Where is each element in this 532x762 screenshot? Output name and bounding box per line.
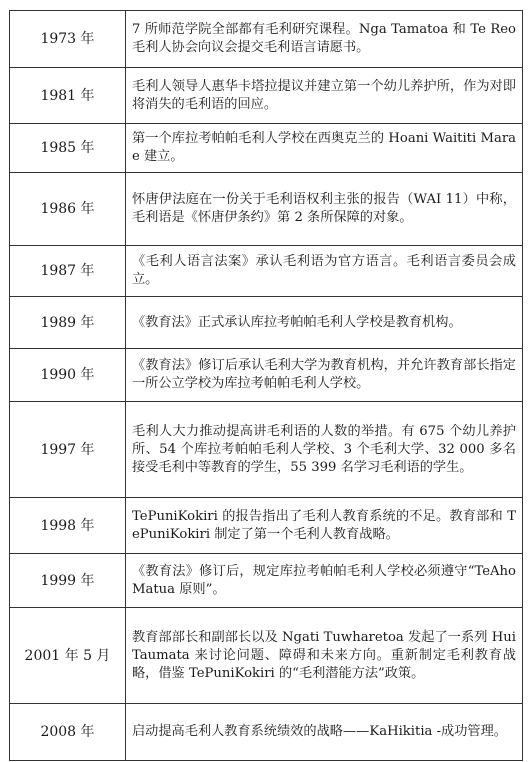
table-row xyxy=(10,554,523,608)
year-cell: 1990 年 xyxy=(10,349,126,402)
year-cell: 1987 年 xyxy=(10,246,126,297)
event-cell: 7 所师范学院全部都有毛利研究课程。Nga Tamatoa 和 Te Reo 毛利人协会向议会提交毛利语言请愿书。 xyxy=(126,11,523,68)
table-row xyxy=(10,608,523,704)
event-cell: 《毛利人语言法案》承认毛利语为官方语言。毛利语言委员会成立。 xyxy=(126,246,523,297)
table-row xyxy=(10,349,523,402)
year-cell: 2008 年 xyxy=(10,704,126,761)
event-cell: 启动提高毛利人教育系统绩效的战略——KaHikitia -成功管理。 xyxy=(126,704,523,761)
year-cell: 1985 年 xyxy=(10,124,126,173)
table-row xyxy=(10,498,523,554)
year-cell: 1981 年 xyxy=(10,68,126,124)
year-cell: 2001 年 5 月 xyxy=(10,608,126,704)
year-cell: 1997 年 xyxy=(10,402,126,498)
event-cell: 《教育法》修订后承认毛利大学为教育机构，并允许教育部长指定一所公立学校为库拉考帕帕毛利人学校。 xyxy=(126,349,523,402)
event-cell: 《教育法》修订后，规定库拉考帕帕毛利人学校必须遵守“TeAho Matua 原则”。 xyxy=(126,554,523,608)
table-row xyxy=(10,297,523,349)
table-row xyxy=(10,68,523,124)
event-cell: TePuniKokiri 的报告指出了毛利人教育系统的不足。教育部和 TePuniKokiri 制定了第一个毛利人教育战略。 xyxy=(126,498,523,554)
year-cell: 1973 年 xyxy=(10,11,126,68)
timeline-table xyxy=(9,10,523,761)
event-cell: 《教育法》正式承认库拉考帕帕毛利人学校是教育机构。 xyxy=(126,297,523,349)
table-row xyxy=(10,11,523,68)
table-row xyxy=(10,246,523,297)
event-cell: 怀唐伊法庭在一份关于毛利语权利主张的报告（WAI 11）中称，毛利语是《怀唐伊条约》第 2 条所保障的对象。 xyxy=(126,173,523,246)
event-cell: 第一个库拉考帕帕毛利人学校在西奥克兰的 Hoani Waititi Marae 建立。 xyxy=(126,124,523,173)
year-cell: 1989 年 xyxy=(10,297,126,349)
event-cell: 毛利人大力推动提高讲毛利语的人数的举措。有 675 个幼儿养护所、54 个库拉考帕帕毛利人学校、3 个毛利大学、32 000 多名接受毛利中等教育的学生，55 399 名学习毛利语的学生。 xyxy=(126,402,523,498)
year-cell: 1986 年 xyxy=(10,173,126,246)
table-row xyxy=(10,704,523,761)
table-row xyxy=(10,402,523,498)
table-row xyxy=(10,173,523,246)
table-row xyxy=(10,124,523,173)
event-cell: 毛利人领导人惠华卡塔拉提议并建立第一个幼儿养护所，作为对即将消失的毛利语的回应。 xyxy=(126,68,523,124)
year-cell: 1998 年 xyxy=(10,498,126,554)
event-cell: 教育部部长和副部长以及 Ngati Tuwharetoa 发起了一系列 Hui Taumata 来讨论问题、障碍和未来方向。重新制定毛利教育战略，借鉴 TePuniKokiri 的“毛利潜能方法”政策。 xyxy=(126,608,523,704)
year-cell: 1999 年 xyxy=(10,554,126,608)
